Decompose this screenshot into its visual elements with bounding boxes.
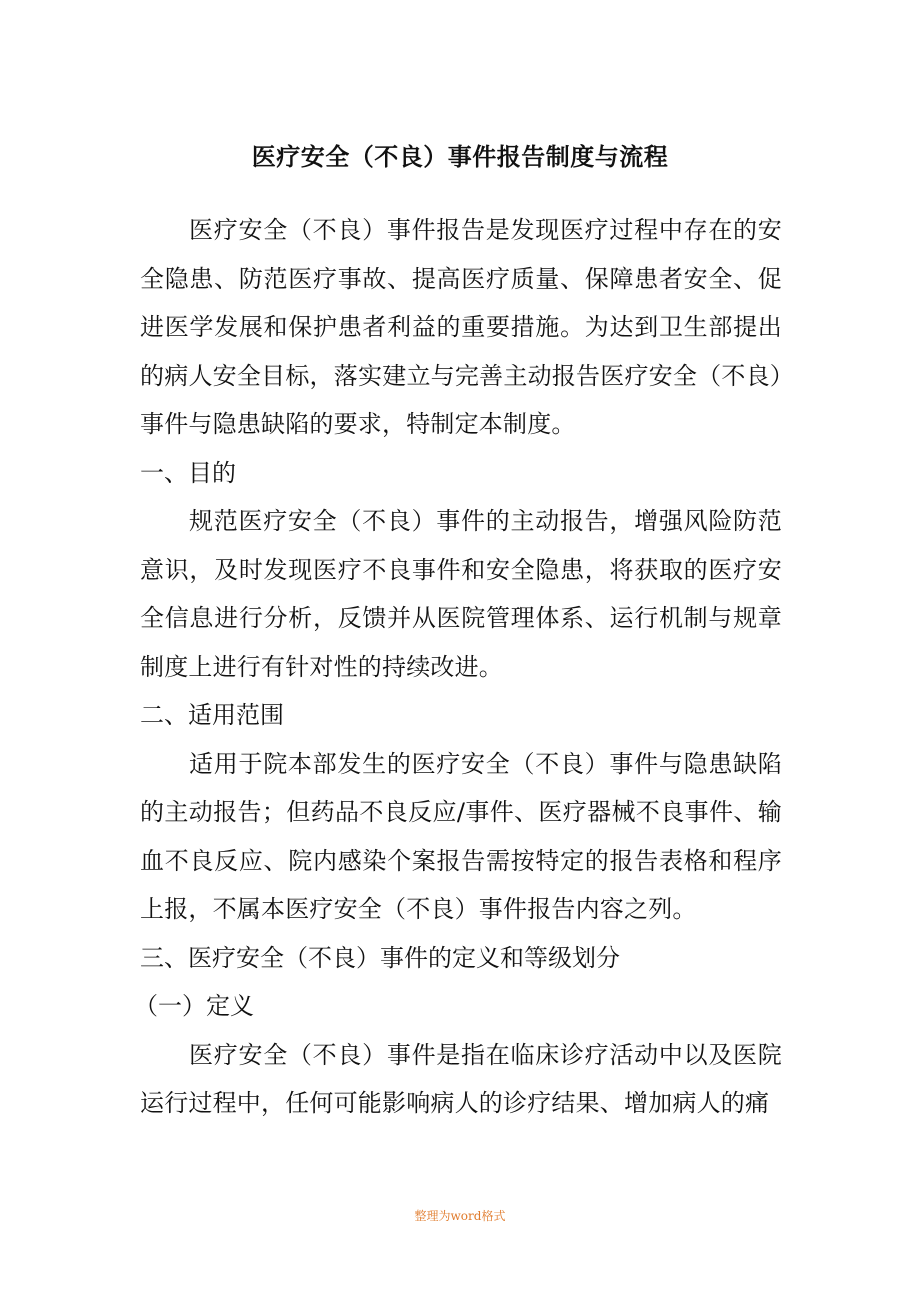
section-heading-purpose: 一、目的 [140,458,236,487]
page-footer: 整理为word格式 [414,1209,506,1223]
subsection-heading-definition: （一）定义 [134,992,254,1020]
section-body-purpose: 规范医疗安全（不良）事件的主动报告，增强风险防范意识，及时发现医疗不良事件和安全隐患，将获取的医疗安全信息进行分析，反馈并从医院管理体系、运行机制与规章制度上进行有针对性的持续改进。 [140,507,782,681]
section-body-definition: 医疗安全（不良）事件是指在临床诊疗活动中以及医院运行过程中，任何可能影响病人的诊疗结果、增加病人的痛 [140,1040,782,1117]
document-title: 医疗安全（不良）事件报告制度与流程 [251,143,669,171]
section-body-scope: 适用于院本部发生的医疗安全（不良）事件与隐患缺陷的主动报告；但药品不良反应/事件、医疗器械不良事件、输血不良反应、院内感染个案报告需按特定的报告表格和程序上报，不属本医疗安全（不良）事件报告内容之列。 [140,749,782,923]
section-heading-definition: 三、医疗安全（不良）事件的定义和等级划分 [140,943,620,972]
document-body [134,206,782,1128]
section-heading-scope: 二、适用范围 [140,701,284,729]
intro-paragraph: 医疗安全（不良）事件报告是发现医疗过程中存在的安全隐患、防范医疗事故、提高医疗质量、保障患者安全、促进医学发展和保护患者利益的重要措施。为达到卫生部提出的病人安全目标，落实建立与完善主动报告医疗安全（不良）事件与隐患缺陷的要求，特制定本制度。 [140,216,782,438]
